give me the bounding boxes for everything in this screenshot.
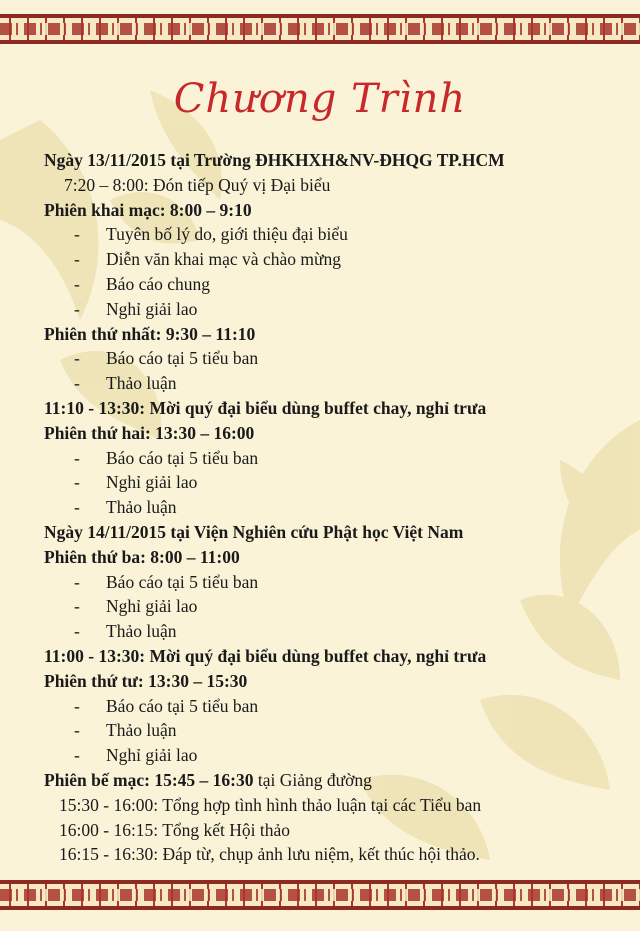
agenda-item: 16:00 - 16:15: Tổng kết Hội thảo — [59, 819, 291, 840]
bullet: - — [74, 695, 80, 716]
list-item: - Báo cáo tại 5 tiểu ban — [44, 694, 624, 719]
bullet: - — [74, 373, 80, 394]
bullet: - — [74, 348, 80, 369]
list-item: - Thảo luận — [44, 718, 624, 743]
bullet: - — [74, 596, 80, 617]
bullet: - — [74, 621, 80, 642]
agenda-item: 16:15 - 16:30: Đáp từ, chụp ảnh lưu niệm, kết thúc hội thảo. — [59, 844, 480, 865]
list-item: - Nghỉ giải lao — [44, 594, 624, 619]
bullet: - — [74, 249, 80, 270]
session-heading-closing: Phiên bế mạc: 15:45 – 16:30 tại Giảng đường — [44, 769, 372, 790]
session-heading: Phiên thứ hai: 13:30 – 16:00 — [44, 422, 255, 443]
agenda-item: 7:20 – 8:00: Đón tiếp Quý vị Đại biểu — [64, 174, 331, 195]
bullet: - — [74, 447, 80, 468]
date-heading-day1: Ngày 13/11/2015 tại Trường ĐHKHXH&NV-ĐHQG TP.HCM — [44, 150, 505, 170]
session-heading: Phiên khai mạc: 8:00 – 9:10 — [44, 199, 252, 220]
list-item: - Báo cáo tại 5 tiểu ban — [44, 446, 624, 471]
decorative-border-bottom — [0, 880, 640, 910]
bullet: - — [74, 298, 80, 319]
list-item: - Nghỉ giải lao — [44, 743, 624, 768]
list-item: - Báo cáo tại 5 tiểu ban — [44, 346, 624, 371]
agenda-item: 15:30 - 16:00: Tổng hợp tình hình thảo luận tại các Tiểu ban — [59, 794, 482, 815]
date-heading-day2: Ngày 14/11/2015 tại Viện Nghiên cứu Phật học Việt Nam — [44, 521, 464, 542]
list-item: - Thảo luận — [44, 619, 624, 644]
bullet: - — [74, 720, 80, 741]
bullet: - — [74, 571, 80, 592]
session-heading: Phiên thứ tư: 13:30 – 15:30 — [44, 670, 248, 691]
session-heading: Phiên thứ nhất: 9:30 – 11:10 — [44, 323, 256, 344]
page-title: Chương Trình — [173, 76, 467, 122]
list-item: - Diễn văn khai mạc và chào mừng — [44, 247, 624, 272]
break-heading: 11:10 - 13:30: Mời quý đại biểu dùng buffet chay, nghỉ trưa — [44, 397, 487, 418]
session-heading: Phiên thứ ba: 8:00 – 11:00 — [44, 546, 240, 567]
break-heading: 11:00 - 13:30: Mời quý đại biểu dùng buffet chay, nghỉ trưa — [44, 645, 487, 666]
list-item: - Báo cáo chung — [44, 272, 624, 297]
list-item: - Tuyên bố lý do, giới thiệu đại biểu — [44, 222, 624, 247]
bullet: - — [74, 745, 80, 766]
list-item: - Thảo luận — [44, 371, 624, 396]
list-item: - Thảo luận — [44, 495, 624, 520]
bullet: - — [74, 224, 80, 245]
agenda-list — [44, 148, 624, 867]
list-item: - Nghỉ giải lao — [44, 297, 624, 322]
list-item: - Báo cáo tại 5 tiểu ban — [44, 570, 624, 595]
bullet: - — [74, 497, 80, 518]
bullet: - — [74, 472, 80, 493]
decorative-border-top — [0, 14, 640, 44]
bullet: - — [74, 273, 80, 294]
list-item: - Nghỉ giải lao — [44, 470, 624, 495]
